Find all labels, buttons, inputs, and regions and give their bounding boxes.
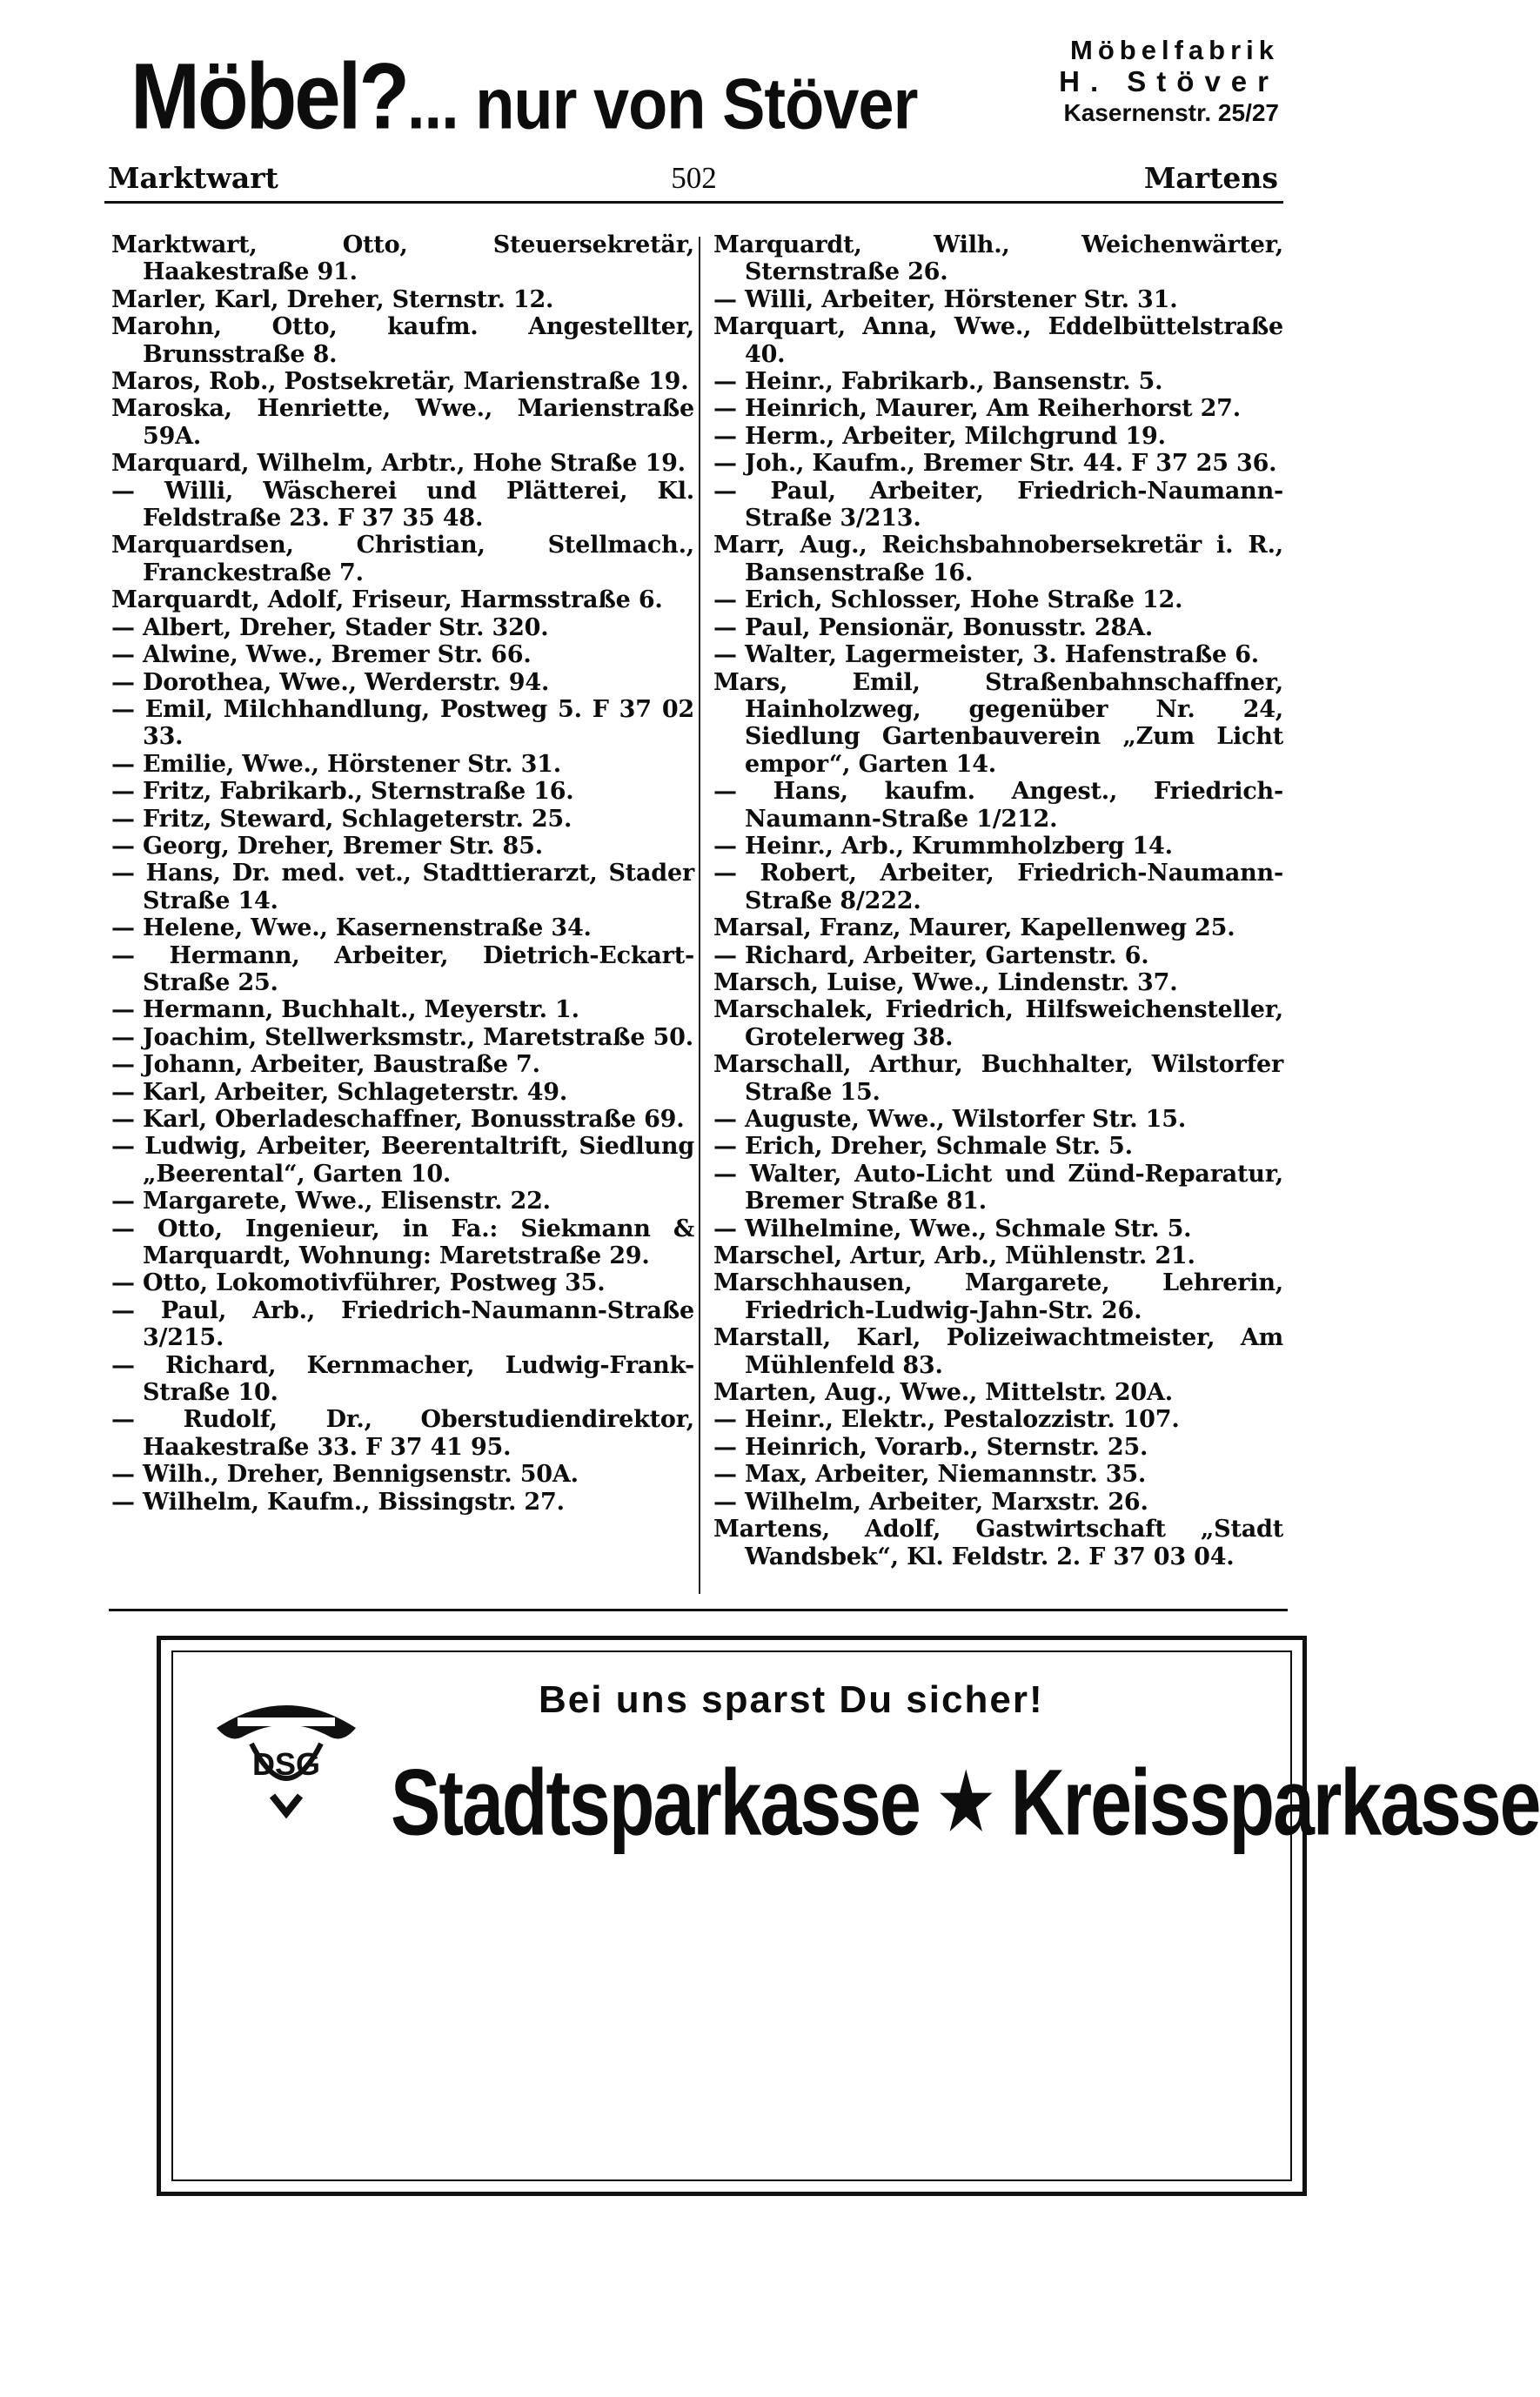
directory-entry: Marquard, Wilhelm, Arbtr., Hohe Straße 19. (111, 450, 686, 478)
ad-slogan-small: ... nur von Stöver (406, 63, 918, 144)
bottom-rule (109, 1609, 1288, 1611)
ad-firm-block (1001, 35, 1279, 129)
directory-entry: — Fritz, Fabrikarb., Sternstraße 16. (111, 778, 574, 806)
directory-entry: Marler, Karl, Dreher, Sternstr. 12. (111, 285, 554, 313)
directory-entry: — Hermann, Arbeiter, Dietrich-Eckart-Straße 25. (111, 941, 694, 996)
directory-entry: — Dorothea, Wwe., Werderstr. 94. (111, 668, 550, 696)
directory-entry: — Heinr., Elektr., Pestalozzistr. 107. (713, 1406, 1180, 1434)
directory-entry: — Georg, Dreher, Bremer Str. 85. (111, 832, 543, 860)
directory-entry: — Walter, Lagermeister, 3. Hafenstraße 6. (713, 641, 1259, 669)
ad-slogan (131, 44, 917, 157)
directory-entry: — Heinr., Fabrikarb., Bansenstr. 5. (713, 368, 1163, 396)
directory-entry: Marstall, Karl, Polizeiwachtmeister, Am Mühlenfeld 83. (713, 1324, 1283, 1379)
directory-entry: — Wilhelm, Arbeiter, Marxstr. 26. (713, 1488, 1148, 1516)
header-left-word: Marktwart (108, 161, 278, 195)
directory-entry: — Johann, Arbeiter, Baustraße 7. (111, 1051, 540, 1079)
directory-entry: — Hermann, Buchhalt., Meyerstr. 1. (111, 996, 579, 1024)
directory-entry: Marschall, Arthur, Buchhalter, Wilstorfer Straße 15. (713, 1051, 1283, 1106)
directory-entry: Marquart, Anna, Wwe., Eddelbüttelstraße 40. (713, 313, 1283, 368)
directory-entry: — Paul, Pensionär, Bonusstr. 28A. (713, 613, 1154, 641)
directory-entry: — Otto, Lokomotivführer, Postweg 35. (111, 1269, 606, 1297)
directory-entry: Marsch, Luise, Wwe., Lindenstr. 37. (713, 968, 1178, 996)
directory-entry: — Hans, kaufm. Angest., Friedrich-Naumann-Straße 1/212. (713, 778, 1283, 833)
directory-entry: — Wilhelm, Kaufm., Bissingstr. 27. (111, 1488, 565, 1516)
directory-entry: Marquardt, Adolf, Friseur, Harmsstraße 6. (111, 586, 663, 614)
directory-entry: — Herm., Arbeiter, Milchgrund 19. (713, 422, 1166, 450)
directory-entry: Mars, Emil, Straßenbahnschaffner, Hainholzweg, gegenüber Nr. 24, Siedlung Gartenbauverein „Zum Licht empor“, Garten 14. (713, 668, 1283, 778)
directory-entry: — Richard, Arbeiter, Gartenstr. 6. (713, 941, 1149, 969)
ad-slogan-big: Möbel? (131, 44, 407, 149)
page-number: 502 (671, 161, 717, 195)
directory-entry: — Walter, Auto-Licht und Zünd-Reparatur, Bremer Straße 81. (713, 1160, 1283, 1215)
directory-entry: — Helene, Wwe., Kasernenstraße 34. (111, 914, 592, 942)
directory-entry: — Willi, Wäscherei und Plätterei, Kl. Feldstraße 23. F 37 35 48. (111, 477, 694, 532)
directory-entry: Marschalek, Friedrich, Hilfsweichensteller, Grotelerweg 38. (713, 996, 1283, 1051)
directory-entry: — Karl, Oberladeschaffner, Bonusstraße 69. (111, 1106, 685, 1133)
directory-entry: — Ludwig, Arbeiter, Beerentaltrift, Siedlung „Beerental“, Garten 10. (111, 1133, 694, 1188)
directory-entry: — Emil, Milchhandlung, Postweg 5. F 37 02 33. (111, 695, 694, 751)
directory-entry: — Otto, Ingenieur, in Fa.: Siekmann & Marquardt, Wohnung: Maretstraße 29. (111, 1215, 694, 1270)
ad-tagline: Bei uns sparst Du sicher! (539, 1678, 1044, 1721)
directory-entry: — Auguste, Wwe., Wilstorfer Str. 15. (713, 1106, 1187, 1133)
bottom-advertisement (157, 1636, 1540, 2196)
bank-name-stadt: Stadtsparkasse (391, 1751, 920, 1856)
ad-firm-line3: Kasernenstr. 25/27 (1063, 99, 1279, 126)
star-icon: ★ (938, 1759, 992, 1845)
directory-entry: — Hans, Dr. med. vet., Stadttierarzt, Stader Straße 14. (111, 860, 694, 914)
directory-entry: — Heinrich, Maurer, Am Reiherhorst 27. (713, 395, 1241, 423)
directory-entry: Marquardt, Wilh., Weichenwärter, Sternstraße 26. (713, 231, 1283, 286)
column-divider (699, 237, 700, 1594)
directory-entry: — Joachim, Stellwerksmstr., Maretstraße 50. (111, 1023, 693, 1051)
directory-entry: — Max, Arbeiter, Niemannstr. 35. (713, 1461, 1147, 1489)
directory-entry: — Fritz, Steward, Schlageterstr. 25. (111, 805, 572, 833)
directory-entry: — Karl, Arbeiter, Schlageterstr. 49. (111, 1078, 568, 1106)
running-header (104, 161, 1283, 204)
header-right-word: Martens (1143, 161, 1278, 195)
directory-entry: Marr, Aug., Reichsbahnobersekretär i. R., Bansenstraße 16. (713, 532, 1283, 586)
directory-entry: Marschhausen, Margarete, Lehrerin, Friedrich-Ludwig-Jahn-Str. 26. (713, 1269, 1283, 1324)
directory-entry: — Erich, Dreher, Schmale Str. 5. (713, 1133, 1133, 1161)
directory-entry: Marschel, Artur, Arb., Mühlenstr. 21. (713, 1242, 1195, 1270)
directory-entry: Marquardsen, Christian, Stellmach., Franckestraße 7. (111, 532, 694, 586)
directory-entry: Marten, Aug., Wwe., Mittelstr. 20A. (713, 1379, 1173, 1407)
directory-entry: — Emilie, Wwe., Hörstener Str. 31. (111, 750, 561, 778)
directory-entry: — Wilhelmine, Wwe., Schmale Str. 5. (713, 1215, 1192, 1242)
directory-entry: — Rudolf, Dr., Oberstudiendirektor, Haakestraße 33. F 37 41 95. (111, 1406, 694, 1461)
directory-entry: — Richard, Kernmacher, Ludwig-Frank-Straße 10. (111, 1351, 694, 1407)
ad-firm-line1: Möbelfabrik (1070, 35, 1279, 65)
ad-firm-line2: H. Stöver (1059, 65, 1279, 97)
directory-entry: Marktwart, Otto, Steuersekretär, Haakestraße 91. (111, 231, 694, 286)
bank-name-kreis: Kreissparkasse (1010, 1751, 1540, 1856)
directory-entry: Martens, Adolf, Gastwirtschaft „Stadt Wandsbek“, Kl. Feldstr. 2. F 37 03 04. (713, 1516, 1283, 1570)
savings-bank-logo-icon (199, 1674, 373, 1831)
directory-entry: — Margarete, Wwe., Elisenstr. 22. (111, 1188, 551, 1215)
directory-entry: — Robert, Arbeiter, Friedrich-Naumann-Straße 8/222. (713, 860, 1283, 914)
top-advertisement (131, 35, 1279, 149)
right-column (713, 231, 1283, 1570)
directory-entry: — Paul, Arbeiter, Friedrich-Naumann-Straße 3/213. (713, 477, 1283, 532)
directory-entry: — Heinrich, Vorarb., Sternstr. 25. (713, 1433, 1148, 1461)
left-column (111, 231, 694, 1516)
logo-text: DSG (251, 1746, 321, 1782)
ad-inner-frame (171, 1650, 1540, 2181)
directory-entry: Maroska, Henriette, Wwe., Marienstraße 59A. (111, 395, 694, 450)
directory-entry: Marohn, Otto, kaufm. Angestellter, Brunsstraße 8. (111, 313, 694, 368)
directory-entry: — Willi, Arbeiter, Hörstener Str. 31. (713, 285, 1178, 313)
directory-entry: — Alwine, Wwe., Bremer Str. 66. (111, 641, 532, 669)
directory-entry: — Heinr., Arb., Krummholzberg 14. (713, 832, 1173, 860)
ad-bank-names (391, 1750, 1540, 1858)
directory-entry: — Wilh., Dreher, Bennigsenstr. 50A. (111, 1461, 579, 1489)
directory-entry: Marsal, Franz, Maurer, Kapellenweg 25. (713, 914, 1235, 942)
directory-entry: — Erich, Schlosser, Hohe Straße 12. (713, 586, 1183, 614)
directory-entry: Maros, Rob., Postsekretär, Marienstraße 19. (111, 368, 689, 396)
directory-entry: — Paul, Arb., Friedrich-Naumann-Straße 3/215. (111, 1296, 694, 1352)
directory-entry: — Albert, Dreher, Stader Str. 320. (111, 613, 549, 641)
directory-entry: — Joh., Kaufm., Bremer Str. 44. F 37 25 36. (713, 450, 1277, 478)
